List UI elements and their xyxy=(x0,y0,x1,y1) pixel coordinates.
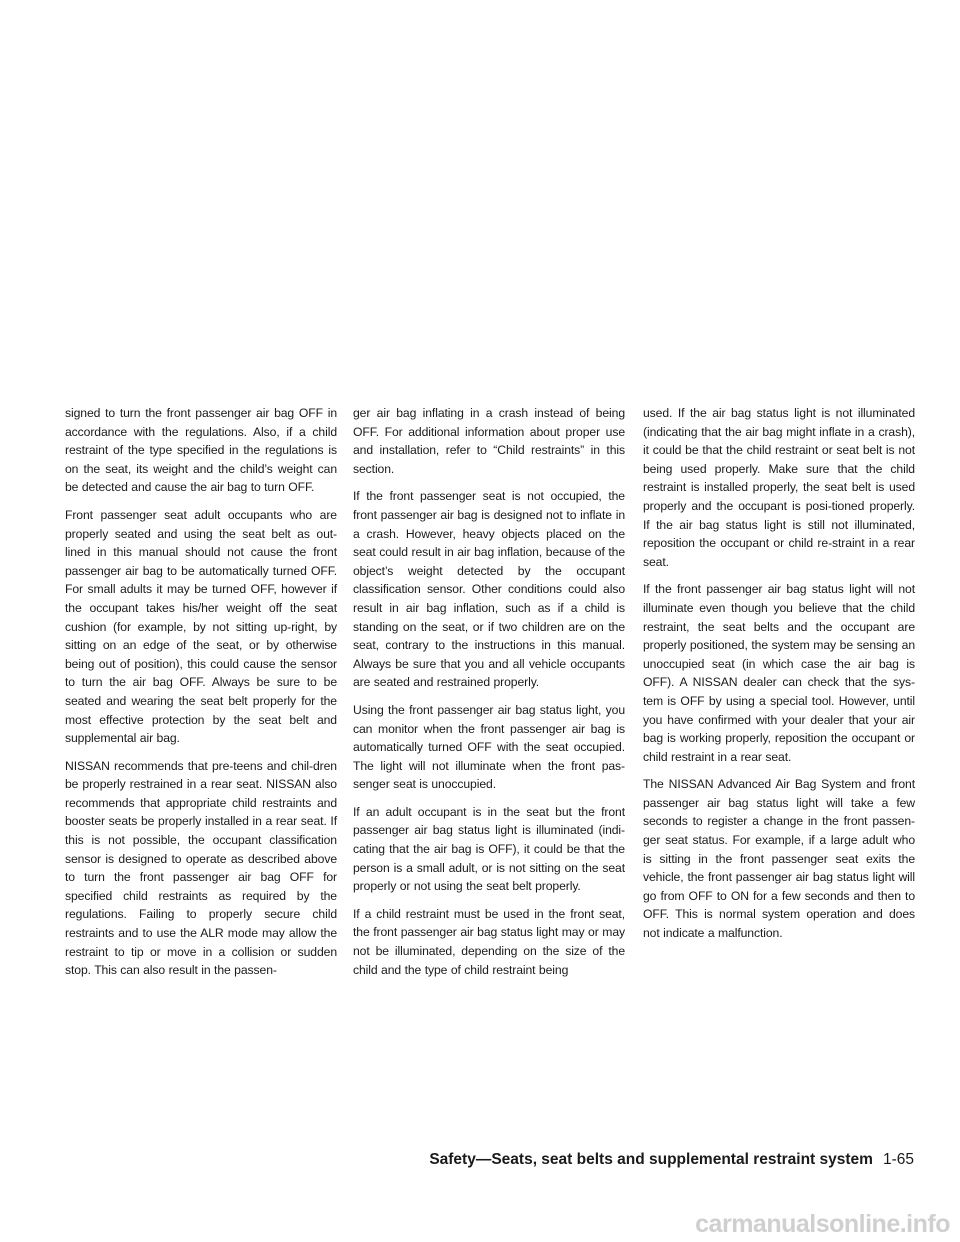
text-column-1 xyxy=(65,404,337,989)
page-number: 1-65 xyxy=(882,1151,914,1168)
body-columns xyxy=(65,404,915,978)
paragraph: Front passenger seat adult occupants who are properly seated and using the seat belt as out-lined in this manual should not cause the front passenger air bag to be automatically turned OFF. For small adults it may be turned OFF, however if the occupant takes his/her weight off the seat cushion (for example, by not sitting up-right, by sitting on an edge of the seat, or by otherwise being out of position), this could cause the sensor to turn the air bag OFF. Always be sure to be seated and wearing the seat belt properly for the most effective protection by the seat belt and supplemental air bag. xyxy=(65,507,337,746)
paragraph: If an adult occupant is in the seat but the front passenger air bag status light is illuminated (indi-cating that the air bag is OFF), it could be that the person is a small adult, or is not sitting on the seat properly or not using the seat belt properly. xyxy=(353,804,625,894)
text-column-3 xyxy=(643,404,915,952)
paragraph: NISSAN recommends that pre-teens and chil-dren be properly restrained in a rear seat. NISSAN also recommends that appropriate child restraints and booster seats be properly installed in a rear seat. If this is not possible, the occupant classification sensor is designed to operate as described above to turn the front passenger air bag OFF for specified child restraints as required by the regulations. Failing to properly secure child restraints and to use the ALR mode may allow the restraint to tip or move in a collision or sudden stop. This can also result in the passen- xyxy=(65,758,337,978)
paragraph: The NISSAN Advanced Air Bag System and front passenger air bag status light will take a few seconds to register a change in the front passen-ger seat status. For example, if a large adult who is sitting in the front passenger seat exits the vehicle, the front passenger air bag status light will go from OFF to ON for a few seconds and then to OFF. This is normal system operation and does not indicate a malfunction. xyxy=(643,777,915,941)
paragraph: If the front passenger seat is not occupied, the front passenger air bag is designed not to inflate in a crash. However, heavy objects placed on the seat could result in air bag inflation, because of the object’s weight detected by the occupant classification sensor. Other conditions could also result in air bag inflation, such as if a child is standing on the seat, or if two children are on the seat, contrary to the instructions in this manual. Always be sure that you and all vehicle occupants are seated and restrained properly. xyxy=(353,489,625,690)
paragraph: used. If the air bag status light is not illuminated (indicating that the air bag might inflate in a crash), it could be that the child restraint or seat belt is not being used properly. Make sure that the child restraint is installed properly, the seat belt is used properly and the occupant is posi-tioned properly. If the air bag status light is still not illuminated, reposition the occupant or child re-straint in a rear seat. xyxy=(643,406,915,569)
paragraph: If the front passenger air bag status light will not illuminate even though you believe that the child restraint, the seat belts and the occupant are properly positioned, the system may be sensing an unoccupied seat (in which case the air bag is OFF). A NISSAN dealer can check that the sys-tem is OFF by using a special tool. However, until you have confirmed with your dealer that your air bag is working properly, reposition the occupant or child restraint in a rear seat. xyxy=(643,582,915,764)
watermark: carmanualsonline.info xyxy=(695,1210,950,1238)
footer-section-title: Safety—Seats, seat belts and supplemental restraint system xyxy=(429,1151,873,1168)
text-column-2 xyxy=(353,404,625,988)
paragraph: signed to turn the front passenger air bag OFF in accordance with the regulations. Also, if a child restraint of the type specified in the regulations is on the seat, its weight and the child’s weight can be detected and cause the air bag to turn OFF. xyxy=(65,406,337,495)
page-footer xyxy=(429,1151,914,1175)
paragraph: Using the front passenger air bag status light, you can monitor when the front passenger air bag is automatically turned OFF with the seat occupied. The light will not illuminate when the front pas-senger seat is unoccupied. xyxy=(353,702,625,792)
paragraph: ger air bag inflating in a crash instead of being OFF. For additional information about proper use and installation, refer to “Child restraints” in this section. xyxy=(353,406,625,476)
paragraph: If a child restraint must be used in the front seat, the front passenger air bag status light may or may not be illuminated, depending on the size of the child and the type of child restraint being xyxy=(353,906,625,977)
